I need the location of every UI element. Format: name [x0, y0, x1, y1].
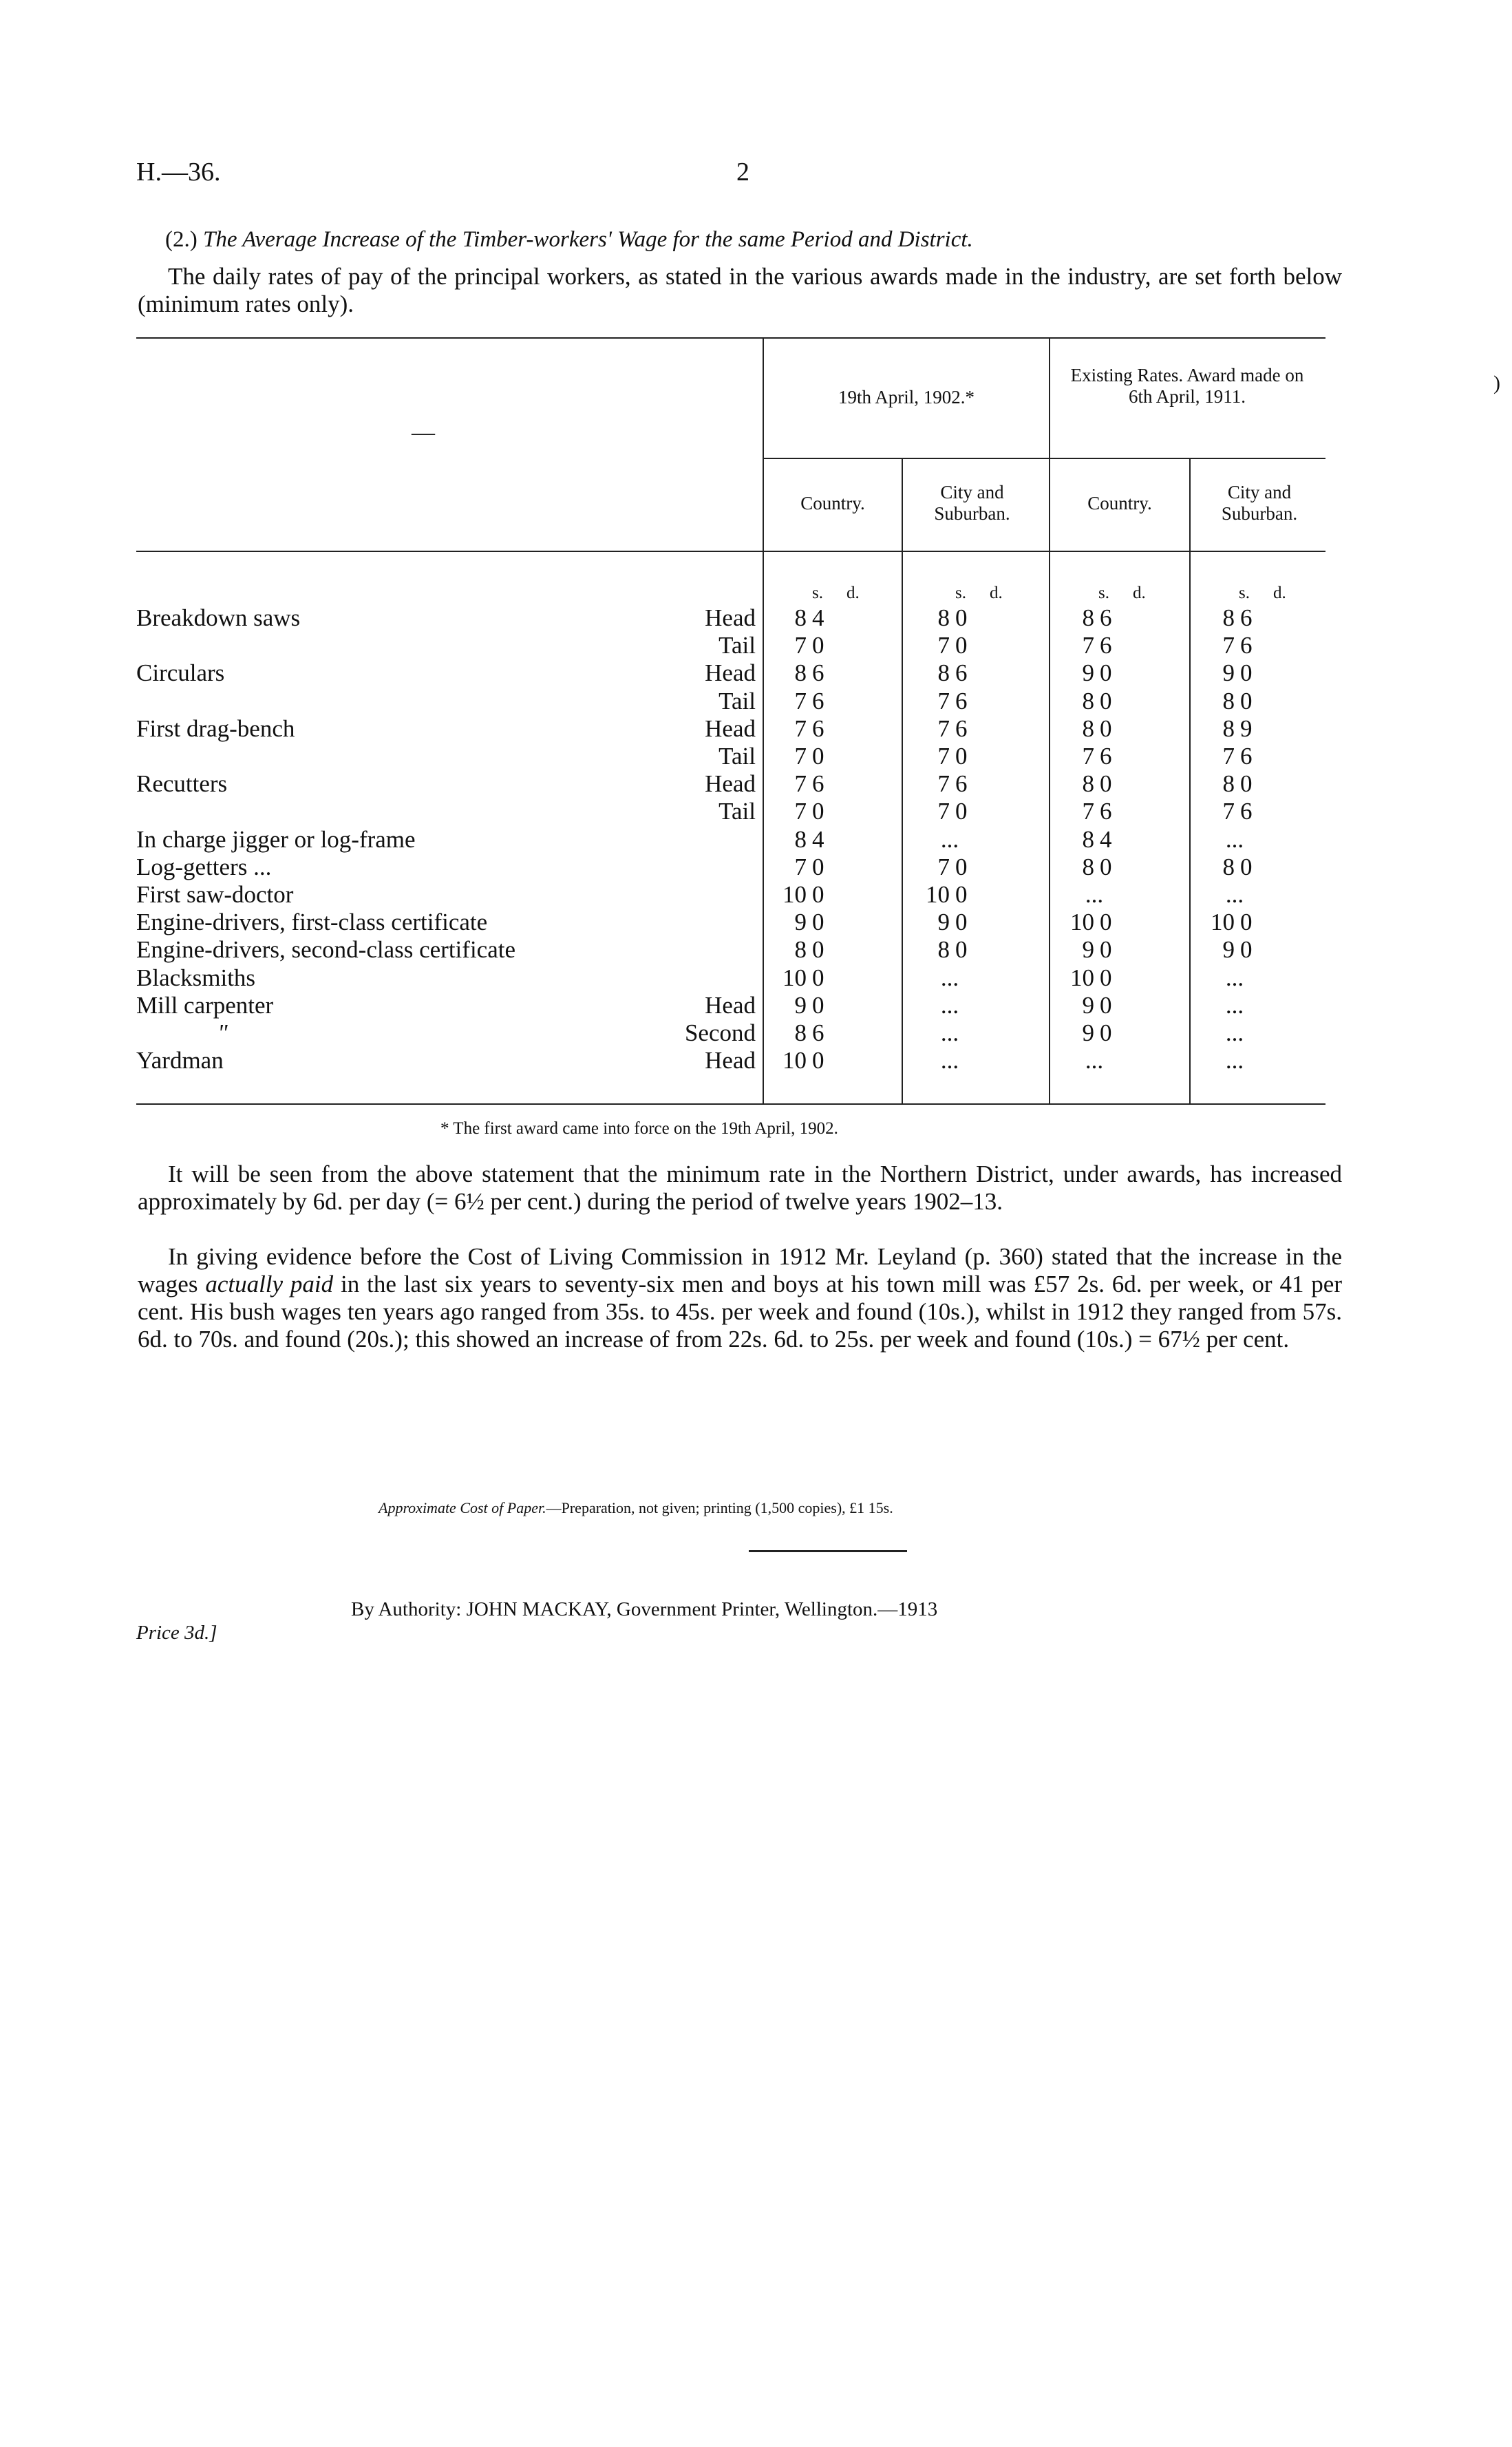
- cell-pence: 0: [955, 743, 968, 770]
- table-cell: [1053, 798, 1136, 825]
- unit-s: s.: [1098, 584, 1109, 602]
- group-header-1911: Existing Rates. Award made on 6th April, 1911.: [1070, 365, 1304, 407]
- table-cell: [765, 826, 848, 854]
- cell-pence: 6: [1240, 798, 1253, 825]
- cell-shillings: 9: [794, 909, 807, 935]
- cell-shillings: 8: [937, 659, 950, 686]
- cell-shillings: 8: [1222, 688, 1235, 714]
- cell-pence: 0: [812, 909, 824, 935]
- cell-shillings: 8: [1082, 826, 1094, 853]
- cell-pence: 0: [812, 992, 824, 1019]
- cell-pence: 6: [1240, 604, 1253, 631]
- cell-empty: ...: [1225, 881, 1244, 908]
- row-label-text: Log-getters ...: [136, 854, 272, 880]
- cell-shillings: 7: [937, 715, 950, 742]
- table-cell: [908, 1047, 991, 1074]
- cell-shillings: 7: [937, 770, 950, 797]
- row-label-text: Recutters: [136, 770, 228, 797]
- cell-pence: 0: [955, 798, 968, 825]
- row-sub-label: Tail: [718, 743, 756, 770]
- cell-shillings: 8: [1082, 715, 1094, 742]
- cell-pence: 0: [1240, 770, 1253, 797]
- cell-pence: 0: [812, 881, 824, 908]
- cell-shillings: 7: [1222, 798, 1235, 825]
- margin-mark: ): [1493, 372, 1500, 394]
- paragraph-2-part-a: In giving evidence before the Cost of Living Commission in 1912 Mr. Leyland (p. 360) stated that the increase in the wages: [138, 1243, 1342, 1297]
- table-row-label: [136, 715, 756, 743]
- cell-shillings: 7: [937, 854, 950, 880]
- cost-label: Approximate Cost of Paper.: [379, 1499, 546, 1516]
- table-row-label: [136, 909, 756, 936]
- cell-empty: ...: [940, 1019, 959, 1046]
- table-col-rule-2: [902, 458, 903, 1103]
- table-cell: [765, 854, 848, 881]
- cell-pence: 0: [1100, 992, 1112, 1019]
- cell-shillings: 8: [1222, 854, 1235, 880]
- cell-empty: ...: [1225, 1047, 1244, 1074]
- table-cell: [1053, 1047, 1136, 1074]
- cell-shillings: 7: [794, 632, 807, 659]
- cell-shillings: 9: [1082, 992, 1094, 1019]
- cell-pence: 0: [1100, 854, 1112, 880]
- row-sub-label: Head: [705, 992, 756, 1019]
- cell-pence: 6: [955, 770, 968, 797]
- cost-text: —Preparation, not given; printing (1,500 copies), £1 15s.: [546, 1499, 893, 1516]
- table-row-label: [136, 632, 756, 659]
- cell-shillings: 8: [1082, 688, 1094, 714]
- row-sub-label: Tail: [718, 688, 756, 714]
- table-cell: [765, 964, 848, 992]
- cell-pence: 0: [1240, 936, 1253, 963]
- table-cell: [1193, 715, 1276, 743]
- table-footnote: * The first award came into force on the 19th April, 1902.: [440, 1119, 838, 1138]
- cell-pence: 0: [955, 632, 968, 659]
- cell-shillings: 10: [1070, 909, 1094, 935]
- cell-shillings: 8: [1222, 604, 1235, 631]
- table-cell: [1053, 964, 1136, 992]
- cell-pence: 6: [1100, 632, 1112, 659]
- cell-pence: 9: [1240, 715, 1253, 742]
- table-cell: [1053, 881, 1136, 909]
- table-cell: [908, 715, 991, 743]
- table-cell: [1193, 770, 1276, 798]
- cell-shillings: 7: [937, 688, 950, 714]
- table-cell: [1193, 964, 1276, 992]
- table-cell: [1193, 632, 1276, 659]
- table-cell: [1193, 881, 1276, 909]
- table-cell: [1053, 909, 1136, 936]
- cell-shillings: 7: [1082, 632, 1094, 659]
- table-cell: [908, 604, 991, 632]
- table-cell: [1053, 770, 1136, 798]
- cell-pence: 0: [1100, 688, 1112, 714]
- table-cell: [1193, 854, 1276, 881]
- cell-pence: 0: [1100, 770, 1112, 797]
- row-label-text: ": [217, 1019, 228, 1046]
- row-sub-label: Head: [705, 1047, 756, 1074]
- row-label-text: In charge jigger or log-frame: [136, 826, 416, 853]
- table-cell: [1053, 992, 1136, 1019]
- cell-pence: 0: [1100, 936, 1112, 963]
- cell-pence: 0: [955, 909, 968, 935]
- table-cell: [765, 992, 848, 1019]
- printer-authority: By Authority: JOHN MACKAY, Government Printer, Wellington.—1913: [351, 1598, 938, 1620]
- cell-pence: 6: [1100, 743, 1112, 770]
- table-cell: [1193, 604, 1276, 632]
- table-col-rule-3: [1049, 337, 1050, 1103]
- table-header-rule: [136, 551, 1325, 552]
- cell-shillings: 8: [937, 604, 950, 631]
- cell-pence: 4: [1100, 826, 1112, 853]
- cell-empty: ...: [1225, 964, 1244, 991]
- cell-shillings: 10: [782, 881, 807, 908]
- table-cell: [765, 659, 848, 687]
- section-title: [165, 227, 973, 253]
- table-cell: [1053, 854, 1136, 881]
- cell-shillings: 7: [794, 715, 807, 742]
- cell-pence: 6: [955, 659, 968, 686]
- table-cell: [765, 688, 848, 715]
- row-label-text: Engine-drivers, first-class certificate: [136, 909, 488, 935]
- cell-empty: ...: [940, 826, 959, 853]
- cell-shillings: 9: [1222, 659, 1235, 686]
- table-cell: [908, 798, 991, 825]
- cell-pence: 6: [1240, 632, 1253, 659]
- cell-pence: 0: [1100, 715, 1112, 742]
- cell-shillings: 8: [1222, 770, 1235, 797]
- row-label-text: Yardman: [136, 1047, 224, 1074]
- cell-shillings: 7: [937, 632, 950, 659]
- cell-shillings: 8: [1082, 770, 1094, 797]
- table-cell: [765, 1047, 848, 1074]
- table-cell: [1193, 992, 1276, 1019]
- cell-shillings: 7: [1222, 632, 1235, 659]
- cell-shillings: 10: [782, 964, 807, 991]
- cell-pence: 0: [1240, 659, 1253, 686]
- cell-shillings: 8: [794, 604, 807, 631]
- cell-shillings: 8: [1082, 854, 1094, 880]
- unit-d: d.: [1133, 584, 1146, 602]
- table-cell: [1193, 826, 1276, 854]
- table-row-label: [136, 604, 756, 632]
- cell-shillings: 7: [794, 688, 807, 714]
- table-cell: [1193, 1047, 1276, 1074]
- table-cell: [908, 1019, 991, 1047]
- table-cell: [765, 1019, 848, 1047]
- col-header-country-1911: Country.: [1087, 493, 1152, 513]
- cell-pence: 0: [1100, 1019, 1112, 1046]
- row-label-text: Mill carpenter: [136, 992, 274, 1019]
- price: Price 3d.]: [136, 1622, 217, 1644]
- cell-pence: 0: [955, 854, 968, 880]
- section-number: (2.): [165, 227, 198, 252]
- table-cell: [1053, 632, 1136, 659]
- row-sub-label: Head: [705, 770, 756, 797]
- cell-shillings: 9: [794, 992, 807, 1019]
- table-cell: [908, 826, 991, 854]
- footer-rule: [749, 1550, 907, 1552]
- cost-of-paper: [379, 1499, 893, 1517]
- col-header-country-1902: Country.: [800, 493, 865, 513]
- cell-shillings: 10: [782, 1047, 807, 1074]
- cell-pence: 0: [955, 604, 968, 631]
- table-cell: [1053, 604, 1136, 632]
- cell-shillings: 7: [1082, 743, 1094, 770]
- paragraph-2: [138, 1243, 1342, 1353]
- row-sub-label: Tail: [718, 798, 756, 825]
- table-top-rule: [136, 337, 1325, 339]
- cell-shillings: 7: [1082, 798, 1094, 825]
- table-row-label: [136, 770, 756, 798]
- table-cell: [908, 964, 991, 992]
- col-header-city-1911: City and Suburban.: [1221, 482, 1298, 524]
- table-cell: [1193, 936, 1276, 964]
- table-cell: [908, 881, 991, 909]
- cell-pence: 6: [955, 715, 968, 742]
- cell-pence: 0: [812, 964, 824, 991]
- cell-shillings: 9: [1082, 936, 1094, 963]
- cell-shillings: 7: [794, 798, 807, 825]
- table-group-rule: [764, 458, 1325, 459]
- table-cell: [765, 936, 848, 964]
- cell-shillings: 7: [937, 743, 950, 770]
- table-cell: [765, 632, 848, 659]
- unit-s: s.: [955, 584, 966, 602]
- table-row-label: [136, 688, 756, 715]
- cell-shillings: 8: [794, 936, 807, 963]
- cell-pence: 0: [1240, 854, 1253, 880]
- table-cell: [1193, 909, 1276, 936]
- cell-empty: ...: [940, 964, 959, 991]
- cell-pence: 0: [812, 632, 824, 659]
- cell-pence: 0: [812, 854, 824, 880]
- cell-pence: 6: [812, 688, 824, 714]
- cell-empty: ...: [1225, 992, 1244, 1019]
- cell-shillings: 8: [794, 826, 807, 853]
- group-header-1902: 19th April, 1902.*: [838, 387, 975, 407]
- row-label-text: Breakdown saws: [136, 604, 301, 631]
- table-cell: [765, 604, 848, 632]
- table-cell: [1053, 659, 1136, 687]
- table-cell: [1053, 826, 1136, 854]
- cell-shillings: 8: [1222, 715, 1235, 742]
- table-col-rule-1: [763, 337, 764, 1103]
- row-sub-label: Second: [684, 1019, 756, 1046]
- row-label-text: First drag-bench: [136, 715, 295, 742]
- cell-empty: ...: [940, 992, 959, 1019]
- cell-shillings: 9: [1082, 1019, 1094, 1046]
- col-header-city-1902: City and Suburban.: [934, 482, 1010, 524]
- cell-pence: 0: [955, 936, 968, 963]
- cell-empty: ...: [1085, 881, 1104, 908]
- cell-pence: 6: [1100, 798, 1112, 825]
- table-cell: [1193, 659, 1276, 687]
- table-cell: [908, 909, 991, 936]
- table-cell: [765, 743, 848, 770]
- row-label-text: Circulars: [136, 659, 225, 686]
- paragraph-2-emphasis: actually paid: [205, 1271, 334, 1297]
- row-sub-label: Head: [705, 715, 756, 742]
- cell-pence: 6: [812, 1019, 824, 1046]
- table-cell: [1053, 743, 1136, 770]
- table-cell: [908, 854, 991, 881]
- paragraph-1: It will be seen from the above statement that the minimum rate in the Northern District, under awards, has increased approximately by 6d. per day (= 6½ per cent.) during the period of twelve years 1902–13.: [138, 1161, 1342, 1215]
- cell-shillings: 7: [1222, 743, 1235, 770]
- cell-shillings: 7: [937, 798, 950, 825]
- row-label-text: First saw-doctor: [136, 881, 294, 908]
- table-cell: [1193, 798, 1276, 825]
- table-cell: [1053, 936, 1136, 964]
- unit-d: d.: [990, 584, 1003, 602]
- cell-pence: 0: [1240, 909, 1253, 935]
- table-cell: [1053, 688, 1136, 715]
- stub-header: —: [412, 420, 435, 445]
- unit-d: d.: [1273, 584, 1286, 602]
- table-row-label: [136, 964, 756, 992]
- table-cell: [1193, 688, 1276, 715]
- cell-pence: 0: [812, 743, 824, 770]
- cell-empty: ...: [940, 1047, 959, 1074]
- cell-pence: 6: [1100, 604, 1112, 631]
- table-cell: [908, 688, 991, 715]
- table-row-label: [136, 936, 756, 964]
- cell-shillings: 7: [794, 743, 807, 770]
- page-number: 2: [736, 158, 749, 187]
- table-row-label: [136, 798, 756, 825]
- table-cell: [1193, 743, 1276, 770]
- cell-pence: 0: [812, 936, 824, 963]
- row-sub-label: Tail: [718, 632, 756, 659]
- table-cell: [1053, 1019, 1136, 1047]
- table-cell: [908, 936, 991, 964]
- table-cell: [908, 659, 991, 687]
- row-label-text: Engine-drivers, second-class certificate: [136, 936, 515, 963]
- table-row-label: [136, 854, 756, 881]
- cell-shillings: 7: [794, 854, 807, 880]
- table-bottom-rule: [136, 1103, 1325, 1105]
- table-cell: [908, 992, 991, 1019]
- cell-shillings: 8: [1082, 604, 1094, 631]
- table-cell: [908, 743, 991, 770]
- row-sub-label: Head: [705, 659, 756, 686]
- cell-shillings: 8: [794, 1019, 807, 1046]
- cell-shillings: 10: [1211, 909, 1235, 935]
- cell-pence: 6: [1240, 743, 1253, 770]
- cell-pence: 4: [812, 826, 824, 853]
- cell-pence: 0: [1100, 964, 1112, 991]
- section-title-text: The Average Increase of the Timber-workers' Wage for the same Period and District.: [202, 227, 973, 252]
- paragraph-2-part-b: in the last six years to seventy-six men and boys at his town mill was £57 2s. 6d. per week, or 41 per cent. His bush wages ten years ago ranged from 35s. to 45s. per week and found (10s.), whilst in 1912 they ranged from 57s. 6d. to 70s. and found (20s.); this showed an increase of from 22s. 6d. to 25s. per week and found (10s.) = 67½ per cent.: [138, 1271, 1342, 1353]
- row-sub-label: Head: [705, 604, 756, 631]
- cell-pence: 6: [955, 688, 968, 714]
- table-cell: [765, 798, 848, 825]
- cell-pence: 4: [812, 604, 824, 631]
- cell-pence: 0: [1100, 909, 1112, 935]
- row-label-text: Blacksmiths: [136, 964, 256, 991]
- cell-shillings: 8: [937, 936, 950, 963]
- table-row-label: [136, 992, 756, 1019]
- table-cell: [908, 770, 991, 798]
- table-cell: [1193, 1019, 1276, 1047]
- table-row-label: [136, 881, 756, 909]
- cell-pence: 6: [812, 715, 824, 742]
- unit-s: s.: [812, 584, 823, 602]
- document-reference: H.—36.: [136, 158, 221, 187]
- table-cell: [765, 881, 848, 909]
- table-cell: [1053, 715, 1136, 743]
- table-col-rule-4: [1189, 458, 1191, 1103]
- cell-pence: 0: [812, 798, 824, 825]
- cell-empty: ...: [1225, 1019, 1244, 1046]
- cell-shillings: 9: [1082, 659, 1094, 686]
- cell-empty: ...: [1225, 826, 1244, 853]
- table-row-label: [136, 743, 756, 770]
- cell-shillings: 10: [926, 881, 950, 908]
- cell-shillings: 10: [1070, 964, 1094, 991]
- cell-pence: 6: [812, 770, 824, 797]
- table-row-label: [136, 1047, 756, 1074]
- cell-shillings: 7: [794, 770, 807, 797]
- table-cell: [908, 632, 991, 659]
- cell-pence: 0: [955, 881, 968, 908]
- cell-pence: 0: [812, 1047, 824, 1074]
- table-cell: [765, 909, 848, 936]
- table-cell: [765, 770, 848, 798]
- cell-pence: 6: [812, 659, 824, 686]
- cell-empty: ...: [1085, 1047, 1104, 1074]
- table-row-label: [136, 826, 756, 854]
- cell-shillings: 8: [794, 659, 807, 686]
- cell-shillings: 9: [1222, 936, 1235, 963]
- cell-shillings: 9: [937, 909, 950, 935]
- cell-pence: 0: [1100, 659, 1112, 686]
- table-row-label: [136, 659, 756, 687]
- unit-s: s.: [1239, 584, 1250, 602]
- table-row-label: [136, 1019, 756, 1047]
- cell-pence: 0: [1240, 688, 1253, 714]
- unit-d: d.: [846, 584, 860, 602]
- intro-paragraph: The daily rates of pay of the principal workers, as stated in the various awards made in the industry, are set forth below (minimum rates only).: [138, 263, 1342, 317]
- table-cell: [765, 715, 848, 743]
